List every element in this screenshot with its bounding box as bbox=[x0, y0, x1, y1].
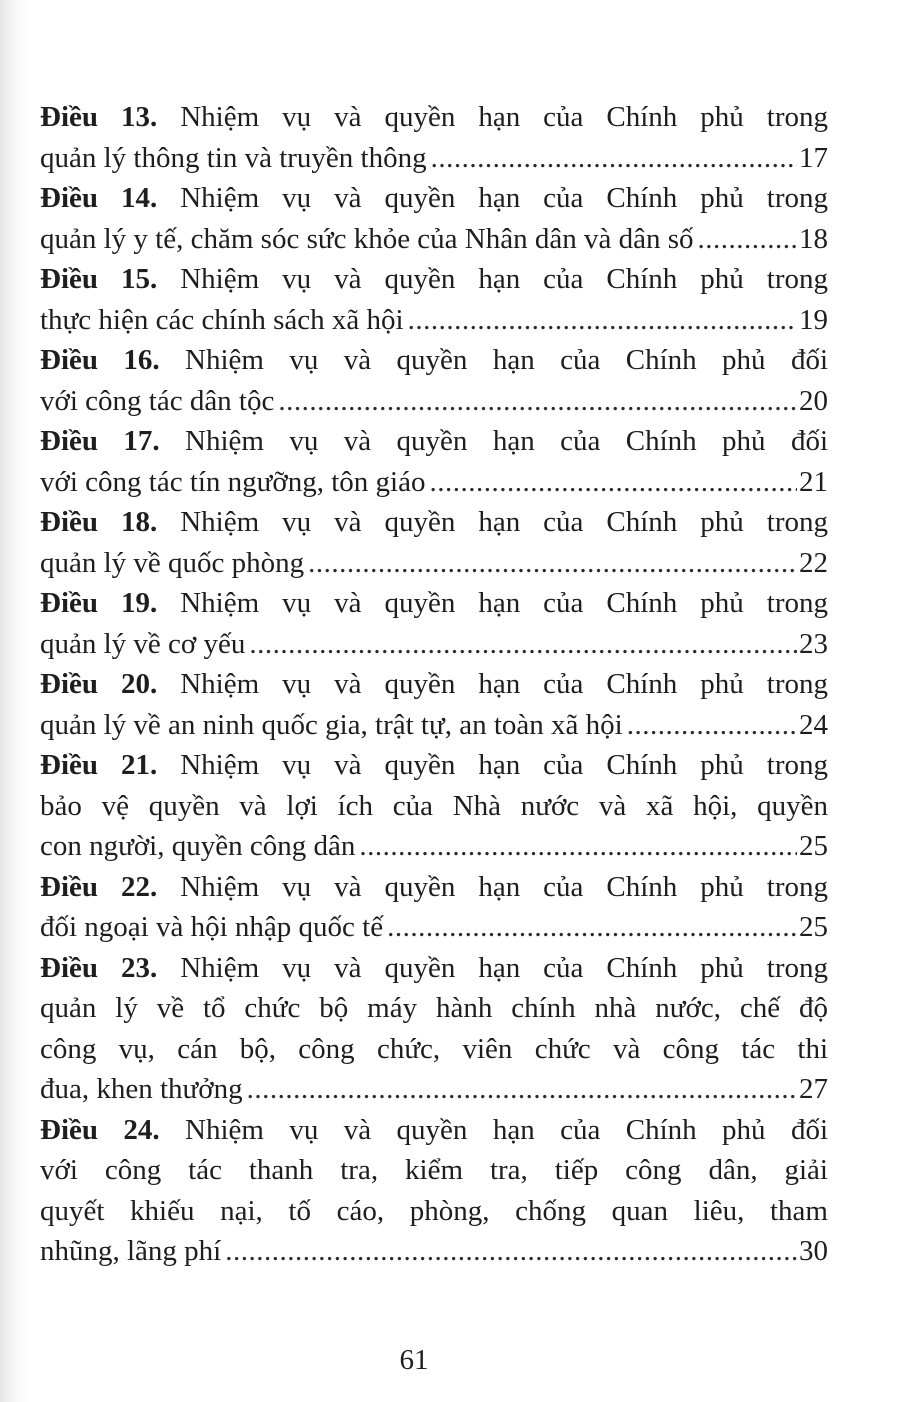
toc-entry-text: quản lý y tế, chăm sóc sức khỏe của Nhân dân và dân số bbox=[40, 222, 694, 255]
toc-entry-text: công vụ, cán bộ, công chức, viên chức và công tác thi bbox=[40, 1032, 828, 1065]
toc-entry-heading-line bbox=[40, 867, 828, 908]
toc-entry-text: đối ngoại và hội nhập quốc tế bbox=[40, 911, 384, 943]
toc-entry-text: Nhiệm vụ và quyền hạn của Chính phủ trong bbox=[157, 951, 828, 984]
toc-entry-text: Nhiệm vụ và quyền hạn của Chính phủ đối bbox=[159, 425, 828, 457]
toc-entry-final-line bbox=[40, 381, 828, 422]
toc-entry-text-line bbox=[40, 1150, 828, 1191]
toc-entry bbox=[40, 178, 828, 259]
article-label: Điều 14. bbox=[40, 182, 158, 214]
toc-page-number: 22 bbox=[799, 546, 828, 579]
toc-entry-text: Nhiệm vụ và quyền hạn của Chính phủ trong bbox=[157, 506, 828, 538]
toc-entry bbox=[40, 867, 828, 948]
article-label: Điều 17. bbox=[40, 425, 160, 457]
toc-entry-text: Nhiệm vụ và quyền hạn của Chính phủ trong bbox=[157, 668, 828, 700]
dot-leader bbox=[387, 907, 797, 948]
toc-entry bbox=[40, 745, 828, 867]
toc-entry-heading-line bbox=[40, 97, 828, 138]
toc-entry bbox=[40, 1110, 828, 1272]
toc-page-number: 17 bbox=[799, 141, 828, 174]
toc-entry-text: bảo vệ quyền và lợi ích của Nhà nước và xã hội, quyền bbox=[40, 789, 828, 822]
dot-leader bbox=[429, 462, 797, 503]
toc-page-number: 19 bbox=[799, 303, 828, 336]
toc-entry-final-line bbox=[40, 300, 828, 341]
toc-entry bbox=[40, 340, 828, 421]
toc-entry-heading-line bbox=[40, 178, 828, 219]
toc-entry-final-line bbox=[40, 705, 828, 746]
toc-entry-text: quản lý về tổ chức bộ máy hành chính nhà nước, chế độ bbox=[40, 992, 828, 1024]
toc-entry bbox=[40, 421, 828, 502]
toc-entry-heading-line bbox=[40, 948, 828, 989]
table-of-contents bbox=[40, 97, 828, 1272]
toc-entry-text: với công tác dân tộc bbox=[40, 384, 275, 417]
toc-entry-text: Nhiệm vụ và quyền hạn của Chính phủ trong bbox=[157, 587, 828, 619]
toc-entry-text-line bbox=[40, 1191, 828, 1232]
toc-entry-final-line bbox=[40, 1231, 828, 1272]
dot-leader bbox=[225, 1231, 797, 1272]
toc-entry bbox=[40, 948, 828, 1110]
dot-leader bbox=[308, 543, 797, 584]
toc-entry-final-line bbox=[40, 138, 828, 179]
toc-entry-text: Nhiệm vụ và quyền hạn của Chính phủ trong bbox=[157, 182, 828, 214]
toc-entry-text-line bbox=[40, 988, 828, 1029]
toc-entry-text: quản lý về cơ yếu bbox=[40, 627, 246, 660]
toc-entry-text-line bbox=[40, 1029, 828, 1070]
toc-page-number: 27 bbox=[799, 1073, 828, 1105]
toc-entry-text: Nhiệm vụ và quyền hạn của Chính phủ trong bbox=[157, 749, 828, 781]
toc-entry-text: Nhiệm vụ và quyền hạn của Chính phủ trong bbox=[157, 263, 828, 295]
article-label: Điều 19. bbox=[40, 587, 158, 619]
toc-entry-heading-line bbox=[40, 259, 828, 300]
toc-entry-final-line bbox=[40, 219, 828, 260]
toc-entry-heading-line bbox=[40, 1110, 828, 1151]
toc-entry-final-line bbox=[40, 543, 828, 584]
article-label: Điều 16. bbox=[40, 344, 160, 376]
toc-entry-heading-line bbox=[40, 664, 828, 705]
toc-entry-text: thực hiện các chính sách xã hội bbox=[40, 303, 404, 336]
toc-page-number: 24 bbox=[799, 708, 828, 741]
toc-entry-heading-line bbox=[40, 583, 828, 624]
article-label: Điều 13. bbox=[40, 101, 158, 133]
toc-page-number: 25 bbox=[799, 830, 828, 862]
toc-entry-text: quản lý về an ninh quốc gia, trật tự, an toàn xã hội bbox=[40, 708, 623, 741]
toc-entry-final-line bbox=[40, 624, 828, 665]
article-label: Điều 24. bbox=[40, 1113, 160, 1146]
toc-entry-text: con người, quyền công dân bbox=[40, 830, 356, 862]
toc-entry-final-line bbox=[40, 462, 828, 503]
toc-entry bbox=[40, 259, 828, 340]
toc-entry-text: với công tác tín ngưỡng, tôn giáo bbox=[40, 465, 426, 498]
toc-entry bbox=[40, 97, 828, 178]
dot-leader bbox=[431, 138, 797, 179]
article-label: Điều 23. bbox=[40, 951, 158, 984]
dot-leader bbox=[408, 300, 797, 341]
toc-entry-final-line bbox=[40, 1069, 828, 1110]
toc-entry-heading-line bbox=[40, 340, 828, 381]
toc-entry-text: quyết khiếu nại, tố cáo, phòng, chống quan liêu, tham bbox=[40, 1194, 828, 1227]
toc-entry-text: Nhiệm vụ và quyền hạn của Chính phủ trong bbox=[157, 101, 828, 133]
toc-entry-heading-line bbox=[40, 745, 828, 786]
article-label: Điều 22. bbox=[40, 870, 158, 903]
toc-entry-text: Nhiệm vụ và quyền hạn của Chính phủ đối bbox=[159, 1113, 828, 1146]
toc-page-number: 18 bbox=[799, 222, 828, 255]
toc-page-number: 30 bbox=[799, 1235, 828, 1267]
article-label: Điều 15. bbox=[40, 263, 158, 295]
toc-entry bbox=[40, 502, 828, 583]
toc-entry bbox=[40, 583, 828, 664]
dot-leader bbox=[359, 826, 797, 867]
dot-leader bbox=[698, 219, 797, 260]
toc-page-number: 25 bbox=[799, 911, 828, 943]
article-label: Điều 21. bbox=[40, 749, 158, 781]
toc-entry-text: với công tác thanh tra, kiểm tra, tiếp công dân, giải bbox=[40, 1154, 828, 1186]
toc-entry-final-line bbox=[40, 907, 828, 948]
dot-leader bbox=[278, 381, 797, 422]
toc-entry-text: nhũng, lãng phí bbox=[40, 1235, 222, 1267]
toc-entry-text: quản lý thông tin và truyền thông bbox=[40, 141, 427, 174]
toc-entry-text-line bbox=[40, 786, 828, 827]
toc-entry-text: đua, khen thưởng bbox=[40, 1073, 243, 1105]
article-label: Điều 18. bbox=[40, 506, 158, 538]
toc-entry-final-line bbox=[40, 826, 828, 867]
toc-page-number: 20 bbox=[799, 384, 828, 417]
dot-leader bbox=[247, 1069, 797, 1110]
toc-entry-heading-line bbox=[40, 502, 828, 543]
dot-leader bbox=[627, 705, 797, 746]
article-label: Điều 20. bbox=[40, 668, 158, 700]
toc-entry bbox=[40, 664, 828, 745]
toc-page-number: 21 bbox=[799, 465, 828, 498]
toc-entry-text: Nhiệm vụ và quyền hạn của Chính phủ đối bbox=[159, 344, 828, 376]
page-number: 61 bbox=[399, 1344, 429, 1376]
toc-page-number: 23 bbox=[799, 627, 828, 660]
toc-entry-text: quản lý về quốc phòng bbox=[40, 546, 305, 579]
toc-entry-text: Nhiệm vụ và quyền hạn của Chính phủ trong bbox=[157, 870, 828, 903]
toc-entry-heading-line bbox=[40, 421, 828, 462]
dot-leader bbox=[249, 624, 797, 665]
